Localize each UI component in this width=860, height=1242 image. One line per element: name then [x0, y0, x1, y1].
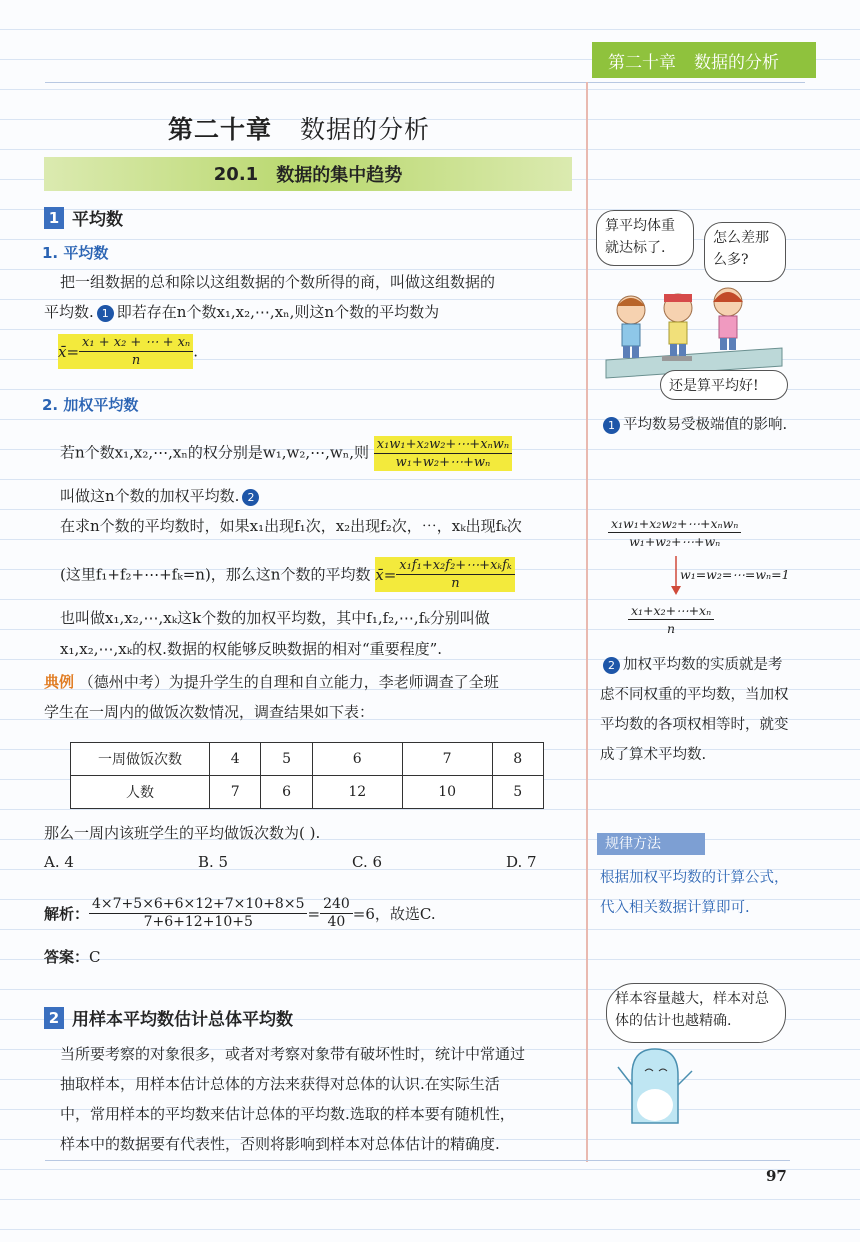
subheading-mean: 1. 平均数 — [42, 244, 109, 262]
formula-numerator: x₁w₁+x₂w₂+⋯+xₙwₙ — [374, 436, 512, 454]
paragraph-line: 样本中的数据要有代表性，否则将影响到样本对总体估计的精确度. — [60, 1135, 500, 1153]
paragraph-line: 抽取样本，用样本估计总体的方法来获得对总体的认识.在实际生活 — [60, 1075, 500, 1093]
page-number: 97 — [766, 1167, 787, 1185]
paragraph-line — [44, 299, 439, 325]
chapter-name: 数据的分析 — [300, 115, 431, 144]
paragraph-line: 也叫做x₁,x₂,⋯,xₖ这k个数的加权平均数，其中f₁,f₂,⋯,fₖ分别叫做 — [60, 609, 490, 627]
formula-numerator: x₁ + x₂ + ⋯ + xₙ — [79, 334, 193, 352]
inline-text: 叫做这n个数的加权平均数. — [60, 487, 240, 505]
side-note-2 — [600, 650, 795, 770]
note-marker-1-icon: 1 — [97, 305, 114, 322]
note-marker-2-icon: 2 — [603, 657, 620, 674]
paragraph-line — [60, 557, 515, 592]
table-cell: 7 — [210, 776, 261, 809]
speech-bubble: 还是算平均好! — [660, 370, 788, 400]
paragraph-line: 把一组数据的总和除以这组数据的个数所得的商，叫做这组数据的 — [60, 273, 496, 291]
chapter-tab-title: 数据的分析 — [694, 52, 779, 73]
inline-text: 即若存在n个数x₁,x₂,⋯,xₙ,则这n个数的平均数为 — [116, 303, 440, 321]
table-cell: 4 — [210, 743, 261, 776]
solution-tail: =6，故选C. — [352, 904, 436, 923]
question-text: 那么一周内该班学生的平均做饭次数为( ). — [44, 824, 321, 842]
formula-lhs: x̄= — [375, 565, 397, 584]
section-banner — [44, 157, 572, 191]
choice-b: B. 5 — [198, 853, 229, 871]
heading-text: 平均数 — [72, 210, 123, 230]
solution-equals: = — [307, 904, 321, 923]
method-text: 根据加权平均数的计算公式，代入相关数据计算即可. — [600, 870, 789, 916]
subheading-weighted-mean: 2. 加权平均数 — [42, 396, 139, 414]
table-row — [71, 743, 544, 776]
margin-rule — [586, 82, 588, 1162]
heading-text: 用样本平均数估计总体平均数 — [72, 1010, 293, 1030]
table-cell: 6 — [261, 776, 312, 809]
chapter-title — [168, 110, 430, 146]
heading-number: 2 — [44, 1007, 64, 1029]
heading-number: 1 — [44, 207, 64, 229]
speech-bubble: 怎么差那么多? — [704, 222, 786, 282]
answer-value: C — [89, 948, 101, 966]
choice-a: A. 4 — [44, 853, 74, 871]
inline-text: 若n个数x₁,x₂,⋯,xₙ的权分别是w₁,w₂,⋯,wₙ,则 — [60, 443, 369, 462]
paragraph-line: x₁,x₂,⋯,xₖ的权.数据的权能够反映数据的相对“重要程度”. — [60, 640, 443, 658]
table-cell: 12 — [312, 776, 402, 809]
table-header-cell: 人数 — [71, 776, 210, 809]
example-label: 典例 — [44, 673, 75, 691]
table-cell: 10 — [402, 776, 492, 809]
mascot-illustration — [612, 1045, 698, 1127]
top-rule — [45, 82, 805, 83]
bottom-rule — [45, 1160, 790, 1161]
section-name: 数据的集中趋势 — [276, 165, 403, 186]
formula-numerator: x₁f₁+x₂f₂+⋯+xₖfₖ — [396, 557, 514, 575]
answer-label: 答案： — [44, 948, 90, 966]
answer — [44, 944, 101, 970]
chapter-tab-number: 第二十章 — [608, 52, 676, 73]
inline-text: 平均数. — [44, 303, 94, 321]
formula-denominator: n — [451, 576, 460, 591]
solution-numerator: 4×7+5×6+6×12+7×10+8×5 — [89, 896, 307, 914]
heading-part2 — [44, 1005, 293, 1030]
chapter-tab — [592, 42, 816, 78]
table-cell: 7 — [402, 743, 492, 776]
solution — [44, 896, 436, 931]
formula-numerator: x₁w₁+x₂w₂+⋯+xₙwₙ — [608, 515, 741, 533]
data-table — [70, 742, 544, 809]
chapter-number: 第二十章 — [168, 115, 273, 144]
table-cell: 6 — [312, 743, 402, 776]
choice-d: D. 7 — [506, 853, 537, 871]
speech-bubble: 样本容量越大，样本对总体的估计也越精确. — [606, 983, 786, 1043]
table-row — [71, 776, 544, 809]
side-formula — [608, 515, 741, 550]
note-marker-2-icon: 2 — [242, 489, 259, 506]
formula-denominator: w₁+w₂+⋯+wₙ — [395, 455, 491, 470]
solution-denominator: 40 — [327, 914, 346, 930]
paragraph-line: 中，常用样本的平均数来估计总体的平均数.选取的样本要有随机性， — [60, 1105, 515, 1123]
inline-text: (这里f₁+f₂+⋯+fₖ=n)，那么这n个数的平均数 — [60, 565, 371, 584]
formula-denominator: n — [131, 353, 141, 368]
formula-denominator: n — [667, 621, 676, 636]
paragraph-line — [60, 436, 512, 471]
example-intro — [44, 669, 499, 695]
paragraph-line: 当所要考察的对象很多，或者对考察对象带有破坏性时，统计中常通过 — [60, 1045, 526, 1063]
weights-condition: w₁=w₂=⋯=wₙ=1 — [680, 567, 790, 582]
paragraph-line — [60, 483, 262, 509]
paragraph-line: 学生在一周内的做饭次数情况，调查结果如下表： — [44, 703, 375, 721]
solution-denominator: 7+6+12+10+5 — [143, 914, 253, 930]
side-note-text: 平均数易受极端值的影响. — [623, 417, 788, 433]
side-formula — [628, 602, 714, 637]
table-header-cell: 一周做饭次数 — [71, 743, 210, 776]
speech-bubble: 算平均体重就达标了. — [596, 210, 694, 266]
method-tag: 规律方法 — [597, 833, 705, 855]
solution-numerator: 240 — [320, 896, 353, 914]
table-cell: 8 — [492, 743, 543, 776]
formula-denominator: w₁+w₂+⋯+wₙ — [629, 534, 721, 549]
heading-part1 — [44, 205, 123, 230]
table-cell: 5 — [492, 776, 543, 809]
side-note-text: 加权平均数的实质就是考虑不同权重的平均数，当加权平均数的各项权相等时，就变成了算术平均数. — [600, 657, 789, 763]
formula-numerator: x₁+x₂+⋯+xₙ — [628, 602, 714, 620]
side-note-1 — [600, 410, 795, 440]
choice-c: C. 6 — [352, 853, 383, 871]
solution-label: 解析： — [44, 904, 90, 923]
table-cell: 5 — [261, 743, 312, 776]
inline-text: （德州中考）为提升学生的自理和自立能力，李老师调查了全班 — [78, 673, 499, 691]
section-number: 20.1 — [213, 163, 259, 185]
formula-lhs: x̄= — [58, 342, 80, 361]
paragraph-line: 在求n个数的平均数时，如果x₁出现f₁次，x₂出现f₂次，⋯，xₖ出现fₖ次 — [60, 517, 522, 535]
mean-formula: x̄= $\frac{\text{x₁ + x₂ + ⋯ + xₙ}}{n}$ . — [58, 335, 198, 368]
note-marker-1-icon: 1 — [603, 417, 620, 434]
